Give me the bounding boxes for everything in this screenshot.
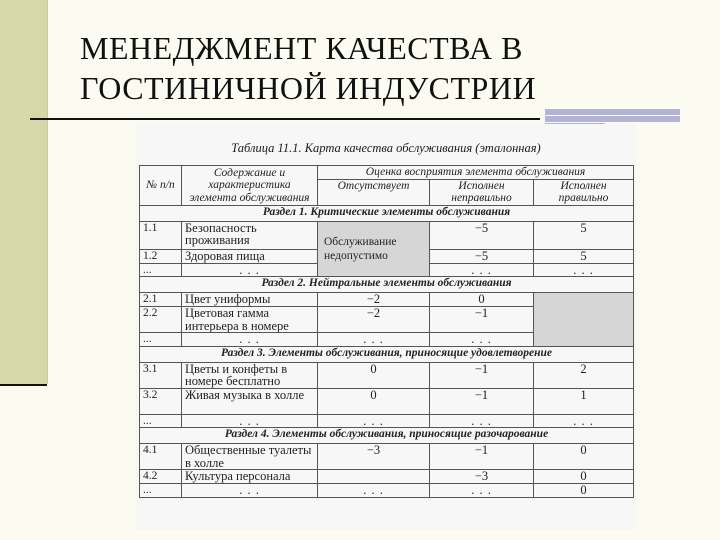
slide-title-line-1: МЕНЕДЖМЕНТ КАЧЕСТВА В — [80, 30, 523, 66]
section-2-title: Раздел 2. Нейтральные элементы обслуживания — [140, 277, 634, 293]
row-wrong: . . . — [430, 333, 534, 347]
row-absent: . . . — [318, 484, 430, 498]
row-num: ... — [140, 333, 182, 347]
section-title-row — [140, 428, 634, 444]
row-name: Цвет униформы — [182, 293, 318, 307]
header-right: Исполнен правильно — [534, 179, 634, 205]
row-num: 3.2 — [140, 388, 182, 414]
table-row — [140, 221, 634, 249]
row-wrong: −1 — [430, 362, 534, 388]
row-name: . . . — [182, 333, 318, 347]
row-num: 3.1 — [140, 362, 182, 388]
header-content: Содержание и характеристика элемента обслуживания — [182, 166, 318, 206]
row-right: . . . — [534, 263, 634, 277]
row-wrong: −5 — [430, 221, 534, 249]
row-wrong: −5 — [430, 249, 534, 263]
row-absent: 0 — [318, 362, 430, 388]
row-num: 1.1 — [140, 221, 182, 249]
row-wrong: −1 — [430, 388, 534, 414]
section-3-title: Раздел 3. Элементы обслуживания, приносящие удовлетворение — [140, 346, 634, 362]
row-num: ... — [140, 484, 182, 498]
row-name: . . . — [182, 414, 318, 428]
row-wrong: . . . — [430, 484, 534, 498]
row-right: 5 — [534, 221, 634, 249]
slide-title-line-2: ГОСТИНИЧНОЙ ИНДУСТРИИ — [80, 70, 537, 106]
row-name: . . . — [182, 263, 318, 277]
row-num: ... — [140, 414, 182, 428]
row-right: 0 — [534, 484, 634, 498]
row-wrong: . . . — [430, 263, 534, 277]
table-row — [140, 293, 634, 307]
left-band-divider — [47, 0, 48, 384]
row-wrong: 0 — [430, 293, 534, 307]
row-wrong: −3 — [430, 470, 534, 484]
section-2-shaded-cell — [534, 293, 634, 347]
left-band-bottom-edge — [0, 384, 47, 386]
header-group: Оценка восприятия элемента обслуживания — [318, 166, 634, 180]
table-row — [140, 444, 634, 470]
slide-title — [80, 28, 680, 108]
table-row — [140, 414, 634, 428]
table-caption: Таблица 11.1. Карта качества обслуживания (эталонная) — [231, 141, 541, 155]
row-name: Цветы и конфеты в номере бесплатно — [182, 362, 318, 388]
table-row — [140, 362, 634, 388]
section-title-row — [140, 205, 634, 221]
row-right: . . . — [534, 414, 634, 428]
scanned-table-image — [136, 124, 636, 530]
row-name: Цветовая гамма интерьера в номере — [182, 307, 318, 333]
row-absent: −2 — [318, 307, 430, 333]
row-absent — [318, 470, 430, 484]
row-right: 2 — [534, 362, 634, 388]
table-row — [140, 470, 634, 484]
row-wrong: −1 — [430, 307, 534, 333]
section-title-row — [140, 346, 634, 362]
row-name: Общественные туалеты в холле — [182, 444, 318, 470]
row-num: 2.1 — [140, 293, 182, 307]
row-absent: −3 — [318, 444, 430, 470]
row-name: . . . — [182, 484, 318, 498]
table-header-row-1 — [140, 166, 634, 180]
header-absent: Отсутствует — [318, 179, 430, 205]
decor-stripe-2 — [545, 116, 680, 122]
row-absent: . . . — [318, 333, 430, 347]
table-row — [140, 484, 634, 498]
row-num: 4.1 — [140, 444, 182, 470]
row-num: 1.2 — [140, 249, 182, 263]
section-1-na-cell: Обслуживание недопустимо — [318, 221, 430, 277]
row-absent: −2 — [318, 293, 430, 307]
table-row — [140, 388, 634, 414]
header-num: № п/п — [140, 166, 182, 206]
header-wrong: Исполнен неправильно — [430, 179, 534, 205]
row-name: Здоровая пища — [182, 249, 318, 263]
row-num: ... — [140, 263, 182, 277]
row-num: 2.2 — [140, 307, 182, 333]
row-right: 0 — [534, 470, 634, 484]
section-title-row — [140, 277, 634, 293]
row-right: 0 — [534, 444, 634, 470]
row-right: 5 — [534, 249, 634, 263]
title-underline — [30, 118, 540, 120]
section-1-title: Раздел 1. Критические элементы обслуживания — [140, 205, 634, 221]
row-num: 4.2 — [140, 470, 182, 484]
left-decor-band — [0, 0, 47, 384]
row-right: 1 — [534, 388, 634, 414]
row-wrong: . . . — [430, 414, 534, 428]
section-4-title: Раздел 4. Элементы обслуживания, приносящие разочарование — [140, 428, 634, 444]
row-absent: 0 — [318, 388, 430, 414]
row-absent: . . . — [318, 414, 430, 428]
row-wrong: −1 — [430, 444, 534, 470]
row-name: Живая музыка в холле — [182, 388, 318, 414]
row-name: Безопасность проживания — [182, 221, 318, 249]
decor-stripe-1 — [545, 109, 680, 115]
quality-map-table — [139, 165, 634, 498]
row-name: Культура персонала — [182, 470, 318, 484]
